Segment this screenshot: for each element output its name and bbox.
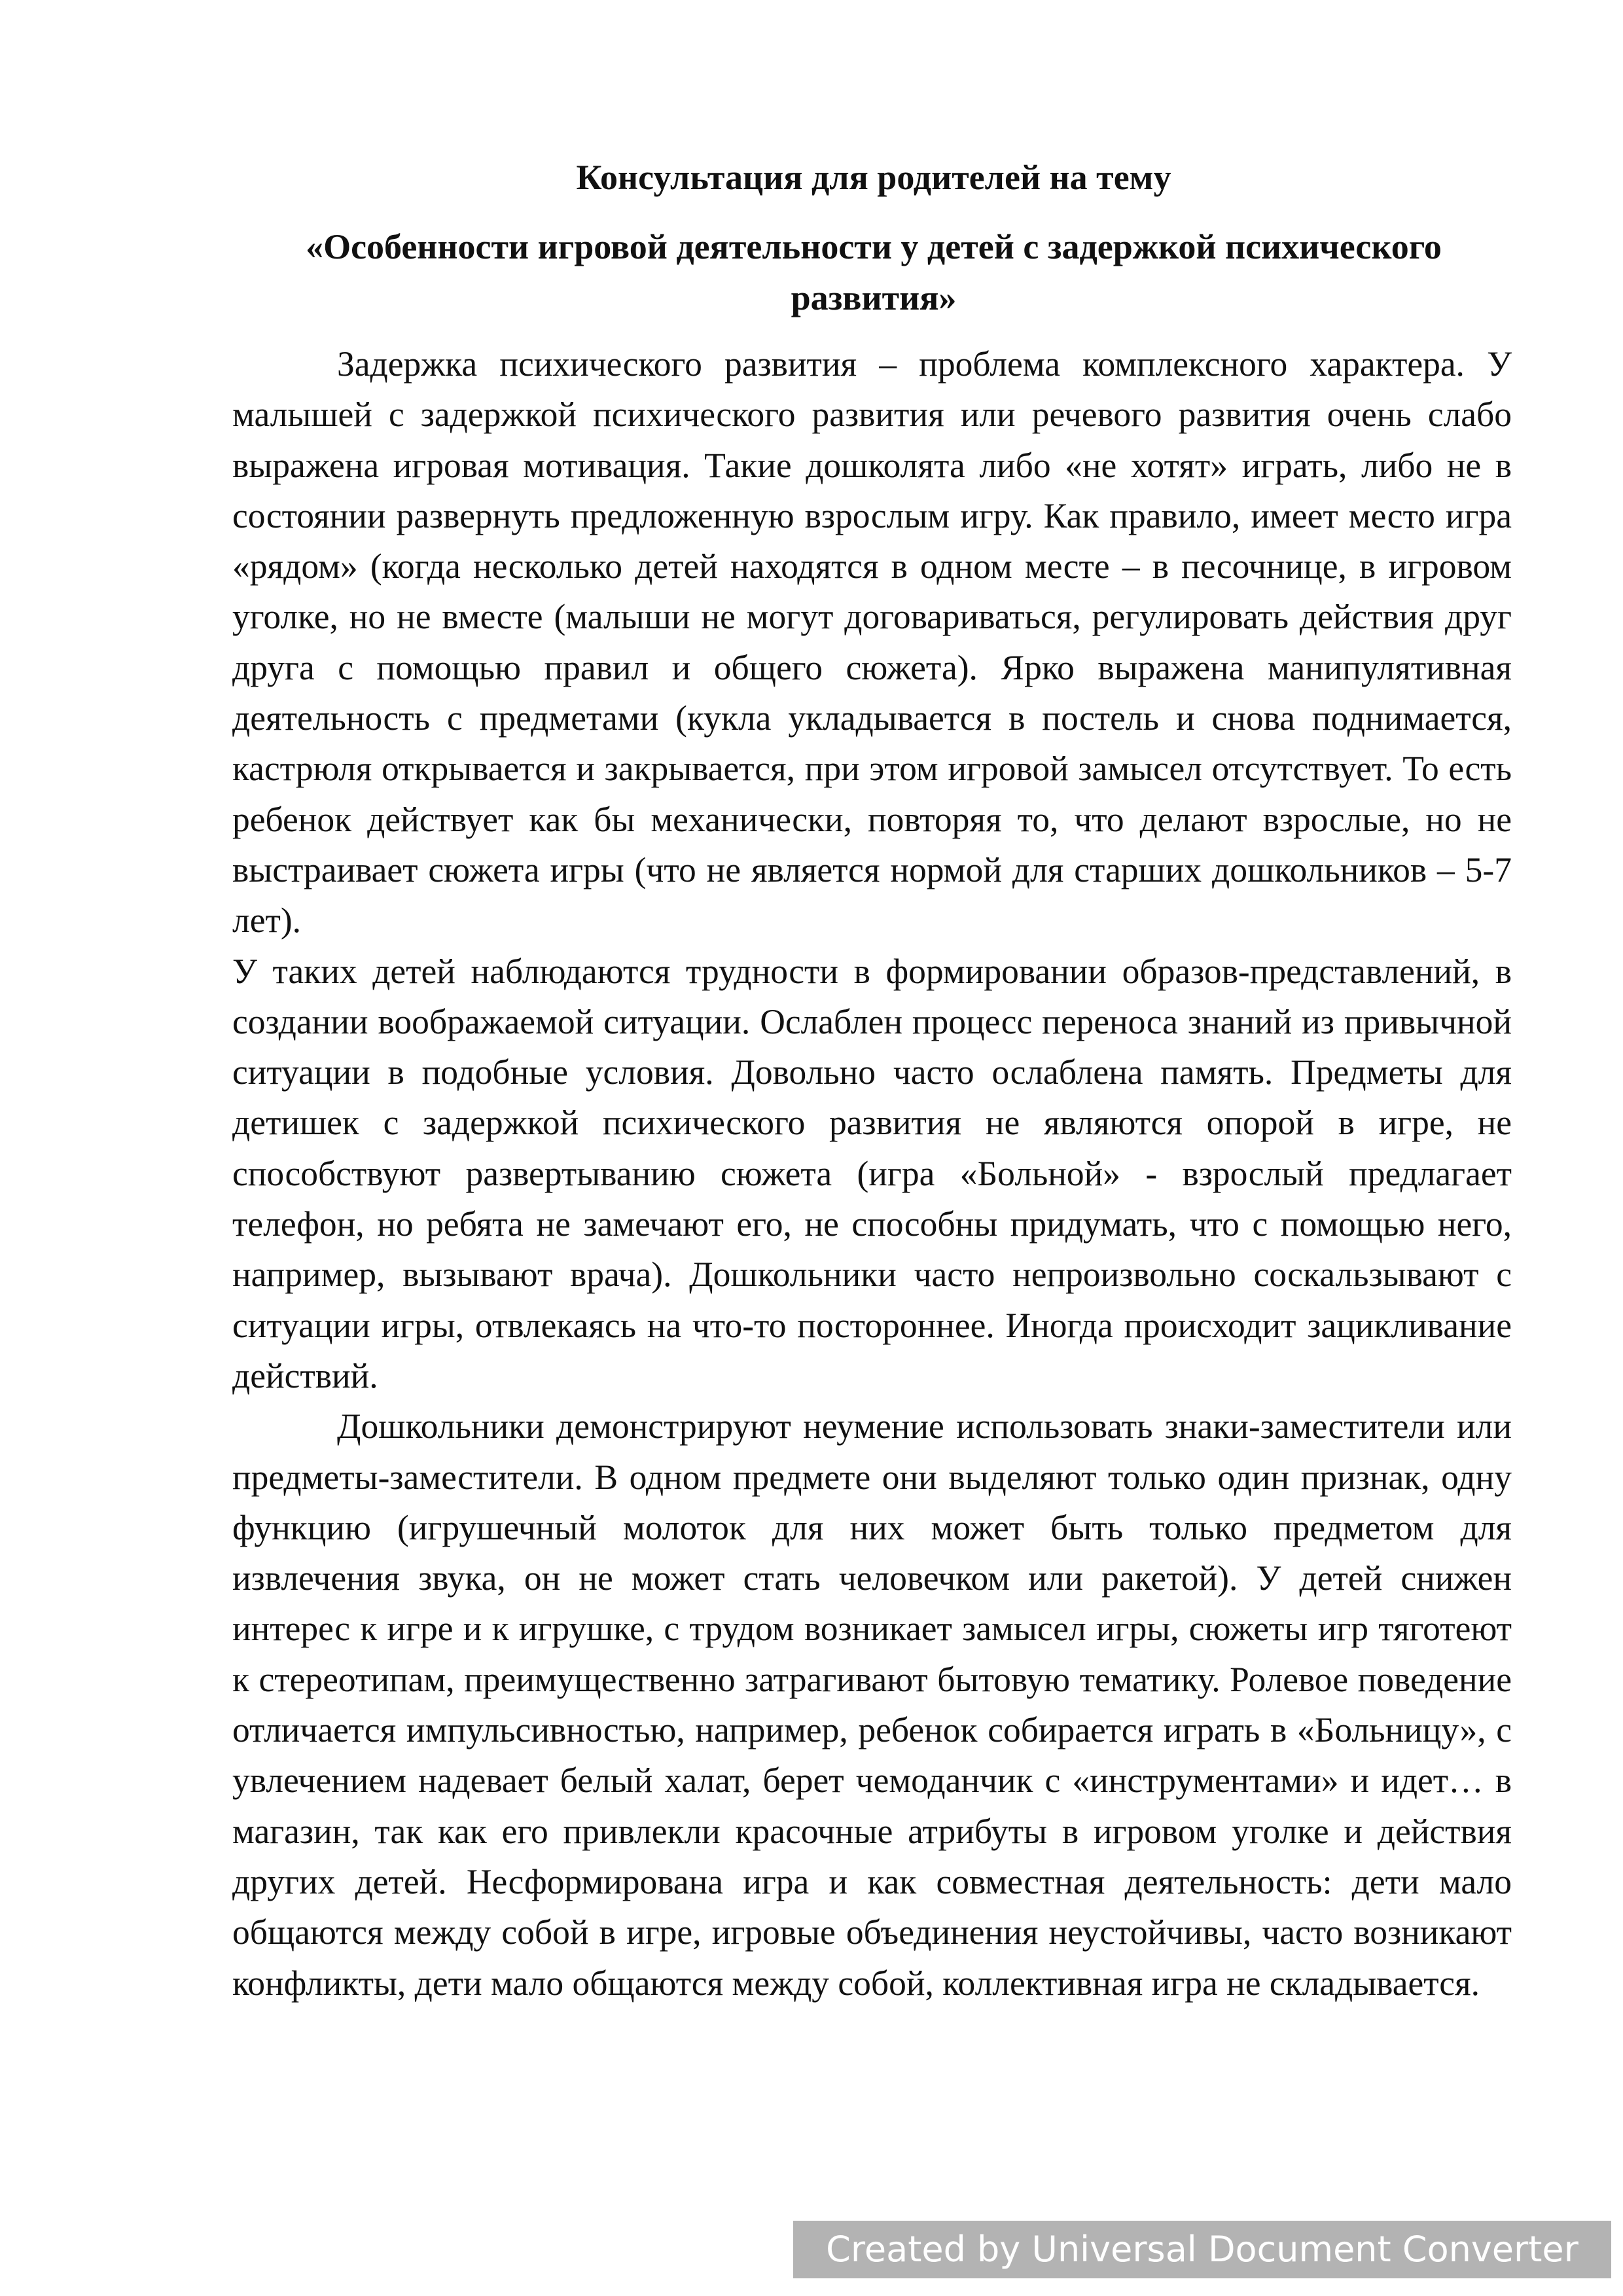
body-paragraph-1: Задержка психического развития – проблема комплексного характера. У малышей с задержкой психического развития или речевого развития очень слабо выражена игровая мотивация. Такие дошколята либо «не хотят» играть, либо не в состоянии развернуть предложенную взрослым игру. Как правило, имеет место игра «рядом» (когда несколько детей находятся в одном месте – в песочнице, в игровом уголке, но не вместе (малыши не могут договариваться, регулировать действия друг друга с помощью правил и общего сюжета). Ярко выражена манипулятивная деятельность с предметами (кукла укладывается в постель и снова поднимается, кастрюля открывается и закрывается, при этом игровой замысел отсутствует. То есть ребенок действует как бы механически, повторяя то, что делают взрослые, но не выстраивает сюжета игры (что не является нормой для старших дошкольников – 5-7 лет). (232, 344, 1512, 941)
document-body (232, 339, 1512, 2009)
body-paragraph-3: Дошкольники демонстрируют неумение использовать знаки-заместители или предметы-заместители. В одном предмете они выделяют только один признак, одну функцию (игрушечный молоток для них может быть только предметом для извлечения звука, он не может стать человечком или ракетой). У детей снижен интерес к игре и к игрушке, с трудом возникает замысел игры, сюжеты игр тяготеют к стереотипам, преимущественно затрагивают бытовую тематику. Ролевое поведение отличается импульсивностью, например, ребенок собирается играть в «Больницу», с увлечением надевает белый халат, берет чемоданчик с «инструментами» и идет… в магазин, так как его привлекли красочные атрибуты в игровом уголке и действия других детей. Несформирована игра и как совместная деятельность: дети мало общаются между собой в игре, игровые объединения неустойчивы, часто возникают конфликты, дети мало общаются между собой, коллективная игра не складывается. (232, 1407, 1512, 2003)
body-paragraph-2: У таких детей наблюдаются трудности в формировании образов-представлений, в создании воображаемой ситуации. Ослаблен процесс переноса знаний из привычной ситуации в подобные условия. Довольно часто ослаблена память. Предметы для детишек с задержкой психического развития не являются опорой в игре, не способствуют развертыванию сюжета (игра «Больной» - взрослый предлагает телефон, но ребята не замечают его, не способны придумать, что с помощью него, например, вызывают врача). Дошкольники часто непроизвольно соскальзывают с ситуации игры, отвлекаясь на что-то постороннее. Иногда происходит зацикливание действий. (232, 951, 1512, 1395)
document-title-line2: «Особенности игровой деятельности у детей с задержкой психического развития» (306, 227, 1442, 317)
converter-watermark: Created by Universal Document Converter (793, 2221, 1611, 2278)
document-title-line1: Консультация для родителей на тему (576, 158, 1171, 197)
